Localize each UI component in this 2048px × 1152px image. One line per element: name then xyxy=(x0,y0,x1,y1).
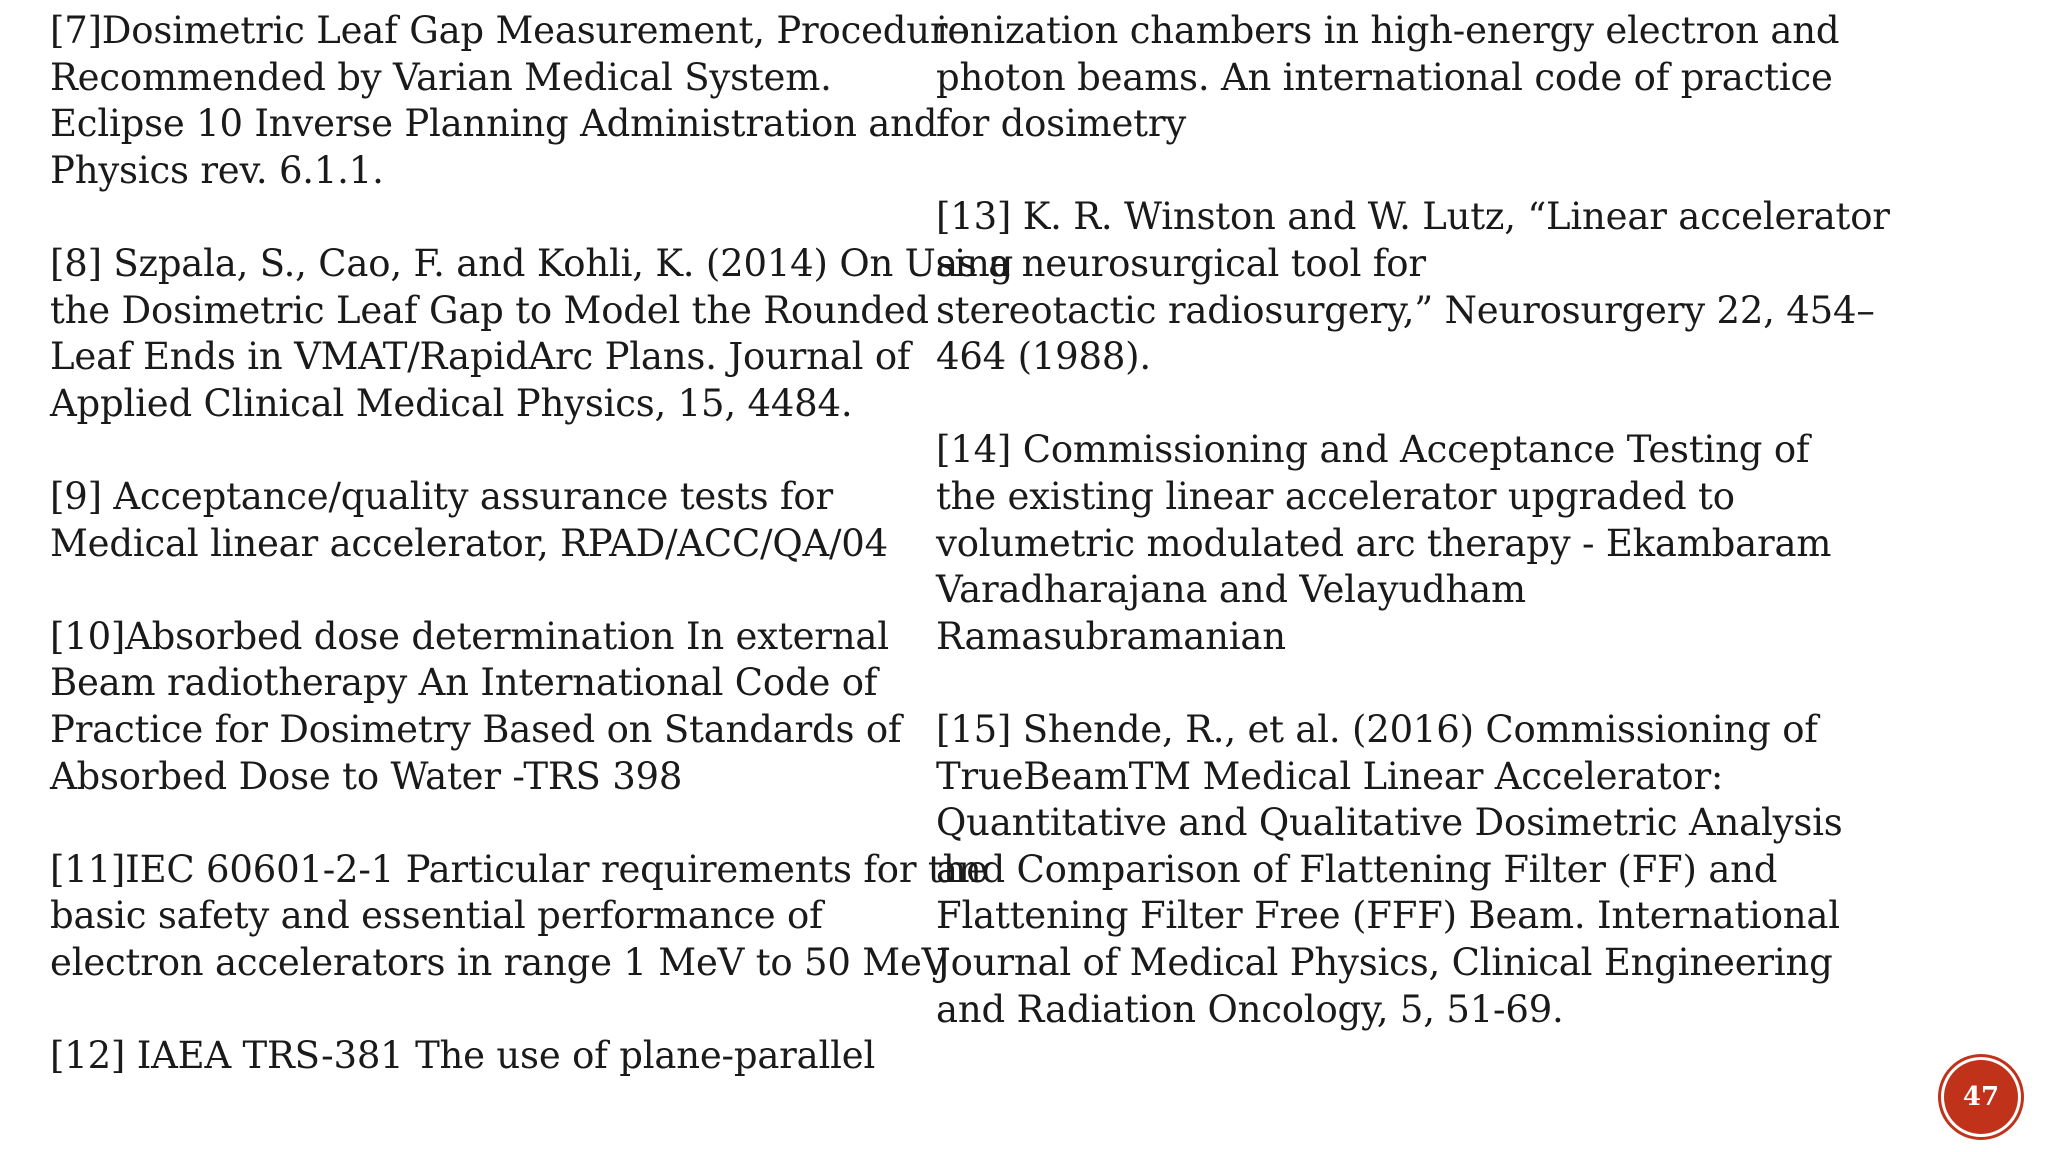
reference-text-line: [8] Szpala, S., Cao, F. and Kohli, K. (2014) On Using xyxy=(50,242,1014,285)
reference-text-line: [9] Acceptance/quality assurance tests for xyxy=(50,475,833,518)
reference-text-line: electron accelerators in range 1 MeV to 50 MeV xyxy=(50,941,949,984)
reference-text-line: Flattening Filter Free (FFF) Beam. International xyxy=(936,894,1840,938)
reference-text-line: [11]IEC 60601-2-1 Particular requirements for the xyxy=(50,847,988,891)
reference-text-line: volumetric modulated arc therapy - Ekambaram xyxy=(936,521,1832,565)
reference-text-line: for dosimetry xyxy=(936,102,1187,146)
page-number: 47 xyxy=(1962,1082,2000,1112)
reference-text-line: Ramasubramanian xyxy=(936,614,1286,658)
reference-text-line: TrueBeamTM Medical Linear Accelerator: xyxy=(936,754,1724,798)
reference-text-line: the existing linear accelerator upgraded to xyxy=(936,475,1735,518)
reference-text-line: Medical linear accelerator, RPAD/ACC/QA/04 xyxy=(50,521,888,565)
reference-text-line: Quantitative and Qualitative Dosimetric Analysis xyxy=(936,801,1843,845)
reference-text-line: [10]Absorbed dose determination In external xyxy=(50,614,889,658)
reference-text-line: basic safety and essential performance of xyxy=(50,894,823,938)
reference-text-line: Varadharajana and Velayudham xyxy=(936,568,1526,612)
reference-text-line: 464 (1988). xyxy=(936,335,1151,379)
reference-text-line: and Comparison of Flattening Filter (FF) and xyxy=(936,847,1778,891)
reference-text-line: [15] Shende, R., et al. (2016) Commissioning of xyxy=(936,708,1818,751)
reference-text-line: Eclipse 10 Inverse Planning Administration and xyxy=(50,102,938,146)
reference-text-line: stereotactic radiosurgery,” Neurosurgery 22, 454– xyxy=(936,288,1875,332)
reference-text-line: Journal of Medical Physics, Clinical Engineering xyxy=(936,941,1833,984)
reference-text-line: the Dosimetric Leaf Gap to Model the Rounded xyxy=(50,288,929,332)
reference-text-line: and Radiation Oncology, 5, 51-69. xyxy=(936,987,1564,1031)
reference-text-line: ionization chambers in high-energy electron and xyxy=(936,9,1840,52)
reference-text-line: Absorbed Dose to Water -TRS 398 xyxy=(50,754,683,798)
reference-text-line: Physics rev. 6.1.1. xyxy=(50,148,384,192)
reference-text-line: [13] K. R. Winston and W. Lutz, “Linear accelerator xyxy=(936,195,1890,239)
reference-text-line: Leaf Ends in VMAT/RapidArc Plans. Journal of xyxy=(50,335,911,379)
reference-text-line: photon beams. An international code of practice xyxy=(936,55,1833,99)
page-number-badge xyxy=(1944,1060,2018,1134)
reference-text-line: Beam radiotherapy An International Code of xyxy=(50,661,878,705)
reference-text-line: Applied Clinical Medical Physics, 15, 4484. xyxy=(50,381,853,425)
reference-text-line: Recommended by Varian Medical System. xyxy=(50,55,832,99)
reference-text-line: [7]Dosimetric Leaf Gap Measurement, Procedure xyxy=(50,9,970,52)
reference-text-line: [14] Commissioning and Acceptance Testing of xyxy=(936,428,1810,472)
reference-text-line: as a neurosurgical tool for xyxy=(936,242,1426,285)
reference-text-line: [12] IAEA TRS-381 The use of plane-parallel xyxy=(50,1034,876,1078)
reference-text-line: Practice for Dosimetry Based on Standards of xyxy=(50,708,902,751)
